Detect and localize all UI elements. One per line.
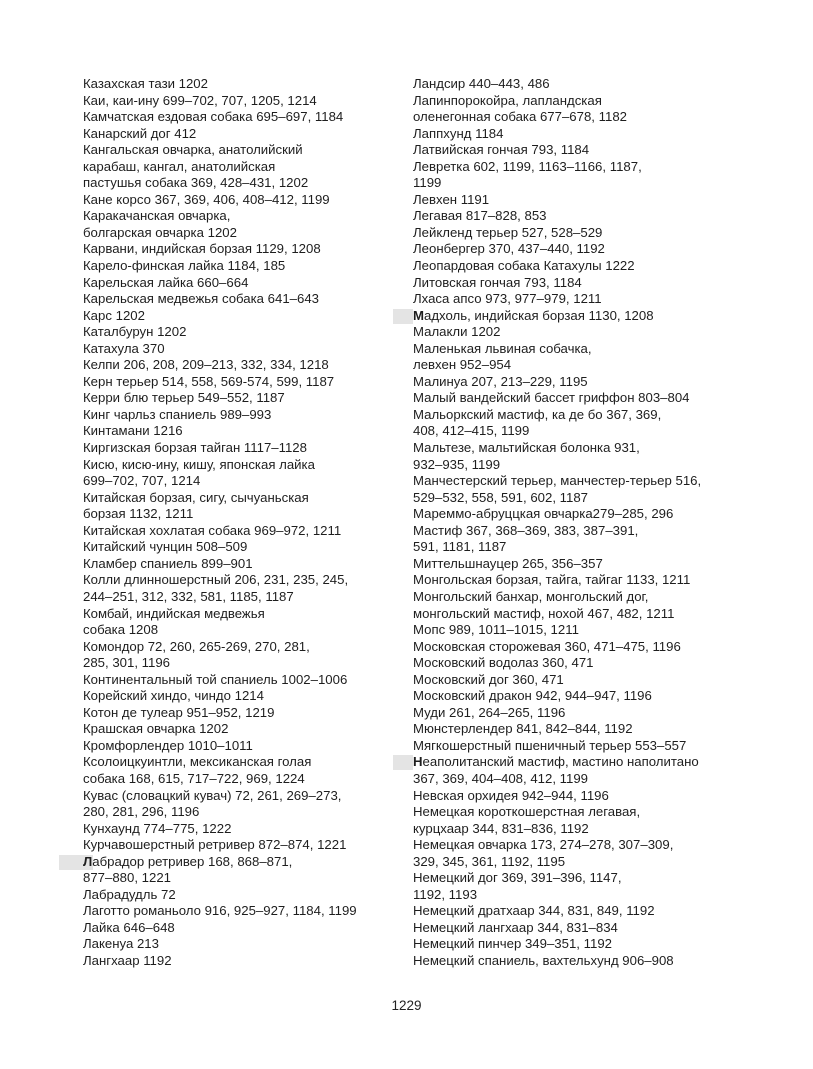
index-entry-letter-marker: Мадхоль, индийская борзая 1130, 1208 [413, 308, 723, 325]
index-entry [413, 523, 723, 556]
index-line: 408, 412–415, 1199 [413, 423, 530, 439]
index-entry: Монгольская борзая, тайга, тайгаг 1133, 1211 [413, 572, 691, 588]
index-line: Кангальская овчарка, анатолийский [83, 142, 303, 158]
index-entry: Левхен 1191 [413, 191, 490, 207]
index-entry-letter-marker [83, 854, 393, 887]
index-entry: Канарский дог 412 [83, 125, 197, 141]
index-entry [83, 788, 393, 821]
index-line: Лабрадор ретривер 168, 868–871, [83, 853, 293, 869]
index-entry: Карельская медвежья собака 641–643 [83, 291, 320, 307]
index-entry-letter-marker [413, 754, 723, 787]
index-entry: Лаппхунд 1184 [413, 125, 504, 141]
index-entry [413, 159, 723, 192]
index-line: Немецкий дог 369, 391–396, 1147, [413, 870, 622, 886]
index-line: карабаш, кангал, анатолийская [83, 158, 276, 174]
index-entry: Малинуа 207, 213–229, 1195 [413, 373, 588, 389]
index-line: 591, 1181, 1187 [413, 539, 507, 555]
index-entry [83, 639, 393, 672]
index-entry: Московский дог 360, 471 [413, 671, 564, 687]
index-entry: Каталбурун 1202 [83, 324, 187, 340]
index-entry: Кламбер спаниель 899–901 [83, 555, 253, 571]
index-entry: Кане корсо 367, 369, 406, 408–412, 1199 [83, 191, 330, 207]
index-entry [83, 208, 393, 241]
index-line: Мастиф 367, 368–369, 383, 387–391, [413, 522, 639, 538]
index-line: курцхаар 344, 831–836, 1192 [413, 820, 589, 836]
index-entry: Немецкий лангхаар 344, 831–834 [413, 919, 618, 935]
index-entry: Керн терьер 514, 558, 569-574, 599, 1187 [83, 373, 335, 389]
index-line: 1199 [413, 175, 442, 191]
index-line: Каракачанская овчарка, [83, 208, 231, 224]
index-entry [413, 589, 723, 622]
index-entry: Лейкленд терьер 527, 528–529 [413, 224, 603, 240]
index-line: Кувас (словацкий кувач) 72, 261, 269–273, [83, 787, 342, 803]
index-entry: Киргизская борзая тайган 1117–1128 [83, 440, 307, 456]
index-entry [83, 572, 393, 605]
index-entry: Кинтамани 1216 [83, 423, 183, 439]
index-line: Лапинпорокойра, лапландская [413, 92, 602, 108]
index-entry [413, 473, 723, 506]
index-entry: Китайский чунцин 508–509 [83, 539, 248, 555]
index-entry: Малый вандейский бассет гриффон 803–804 [413, 390, 690, 406]
index-entry: Мареммо-абруццкая овчарка279–285, 296 [413, 506, 674, 522]
index-line: Левретка 602, 1199, 1163–1166, 1187, [413, 158, 642, 174]
index-line: собака 1208 [83, 622, 159, 638]
index-entry: Лхаса апсо 973, 977–979, 1211 [413, 291, 602, 307]
index-entry [413, 341, 723, 374]
index-entry [83, 754, 393, 787]
index-entry: Московская сторожевая 360, 471–475, 1196 [413, 638, 681, 654]
index-line: монгольский мастиф, нохой 467, 482, 1211 [413, 605, 675, 621]
index-line: Комондор 72, 260, 265-269, 270, 281, [83, 638, 310, 654]
index-line: Немецкая овчарка 173, 274–278, 307–309, [413, 837, 674, 853]
index-entry: Леопардовая собака Катахулы 1222 [413, 258, 635, 274]
index-entry: Континентальный той спаниель 1002–1006 [83, 671, 348, 687]
index-line: оленегонная собака 677–678, 1182 [413, 109, 627, 125]
index-line: 932–935, 1199 [413, 456, 501, 472]
index-entry: Китайская хохлатая собака 969–972, 1211 [83, 522, 342, 538]
index-column-left [83, 76, 393, 970]
index-line: Мальтезе, мальтийская болонка 931, [413, 440, 640, 456]
index-line: Китайская борзая, сигу, сычуаньская [83, 489, 309, 505]
index-entry: Крашская овчарка 1202 [83, 721, 229, 737]
index-entry: Малакли 1202 [413, 324, 501, 340]
index-entry: Лаготто романьоло 916, 925–927, 1184, 1199 [83, 903, 357, 919]
index-entry [413, 440, 723, 473]
index-entry [83, 490, 393, 523]
index-entry: Лакенуа 213 [83, 936, 159, 952]
index-entry: Миттельшнауцер 265, 356–357 [413, 555, 603, 571]
index-entry: Камчатская ездовая собака 695–697, 1184 [83, 109, 344, 125]
page-number: 1229 [391, 998, 422, 1013]
index-entry: Московский водолаз 360, 471 [413, 655, 594, 671]
index-entry: Немецкий пинчер 349–351, 1192 [413, 936, 612, 952]
section-letter: Л [83, 853, 93, 869]
index-entry: Мюнстерлендер 841, 842–844, 1192 [413, 721, 633, 737]
index-line: Кисю, кисю-ину, кишу, японская лайка [83, 456, 315, 472]
index-line: Немецкая короткошерстная легавая, [413, 804, 641, 820]
index-line: Ксолоицкуинтли, мексиканская голая [83, 754, 312, 770]
index-line: Манчестерский терьер, манчестер-терьер 516, [413, 473, 702, 489]
index-entry: Келпи 206, 208, 209–213, 332, 334, 1218 [83, 357, 329, 373]
index-line: 329, 345, 361, 1192, 1195 [413, 853, 566, 869]
index-line: Комбай, индийская медвежья [83, 605, 265, 621]
index-entry: Корейский хиндо, чиндо 1214 [83, 688, 264, 704]
index-entry: Легавая 817–828, 853 [413, 208, 547, 224]
index-line: 280, 281, 296, 1196 [83, 804, 200, 820]
index-entry: Кунхаунд 774–775, 1222 [83, 820, 232, 836]
index-line: 699–702, 707, 1214 [83, 473, 201, 489]
index-entry [413, 837, 723, 870]
index-entry: Литовская гончая 793, 1184 [413, 274, 582, 290]
index-entry: Муди 261, 264–265, 1196 [413, 704, 566, 720]
index-line: 877–880, 1221 [83, 870, 172, 886]
index-line: Колли длинношерстный 206, 231, 235, 245, [83, 572, 349, 588]
index-entry: Немецкий дратхаар 344, 831, 849, 1192 [413, 903, 655, 919]
index-entry: Лабрадудль 72 [83, 886, 176, 902]
index-line: собака 168, 615, 717–722, 969, 1224 [83, 770, 305, 786]
index-line: борзая 1132, 1211 [83, 506, 194, 522]
index-line: Неаполитанский мастиф, мастино наполитано [413, 754, 699, 770]
index-entry: Лайка 646–648 [83, 919, 175, 935]
index-line: 285, 301, 1196 [83, 655, 171, 671]
index-entry: Лангхаар 1192 [83, 952, 172, 968]
index-line: болгарская овчарка 1202 [83, 224, 237, 240]
index-line: 1192, 1193 [413, 886, 478, 902]
index-entry: Мопс 989, 1011–1015, 1211 [413, 622, 579, 638]
index-entry: Карело-финская лайка 1184, 185 [83, 258, 286, 274]
index-entry: Московский дракон 942, 944–947, 1196 [413, 688, 652, 704]
index-entry: Карс 1202 [83, 307, 145, 323]
index-entry [83, 606, 393, 639]
index-line: Маленькая львиная собачка, [413, 340, 592, 356]
index-entry: Мягкошерстный пшеничный терьер 553–557 [413, 737, 687, 753]
index-entry: Карвани, индийская борзая 1129, 1208 [83, 241, 321, 257]
index-entry [413, 870, 723, 903]
index-entry [83, 457, 393, 490]
index-entry: Казахская тази 1202 [83, 76, 208, 91]
index-entry: Курчавошерстный ретривер 872–874, 1221 [83, 837, 347, 853]
index-line: 367, 369, 404–408, 412, 1199 [413, 770, 589, 786]
index-line: 529–532, 558, 591, 602, 1187 [413, 489, 589, 505]
section-letter: Н [413, 754, 423, 770]
index-entry: Немецкий спаниель, вахтельхунд 906–908 [413, 952, 674, 968]
index-entry: Керри блю терьер 549–552, 1187 [83, 390, 285, 406]
index-entry: Карельская лайка 660–664 [83, 274, 249, 290]
index-entry: Кромфорлендер 1010–1011 [83, 737, 253, 753]
index-entry [413, 407, 723, 440]
section-letter: М [413, 307, 424, 323]
index-line: левхен 952–954 [413, 357, 512, 373]
index-line: Мальоркский мастиф, ка де бо 367, 369, [413, 406, 662, 422]
index-entry: Невская орхидея 942–944, 1196 [413, 787, 609, 803]
index-entry: Ландсир 440–443, 486 [413, 76, 550, 91]
index-entry [413, 93, 723, 126]
index-entry: Леонбергер 370, 437–440, 1192 [413, 241, 605, 257]
index-entry [413, 804, 723, 837]
index-entry: Каи, каи-ину 699–702, 707, 1205, 1214 [83, 92, 317, 108]
index-column-right [413, 76, 723, 970]
index-entry [83, 142, 393, 192]
index-line: пастушья собака 369, 428–431, 1202 [83, 175, 309, 191]
index-line: Монгольский банхар, монгольский дог, [413, 588, 649, 604]
index-entry: Катахула 370 [83, 340, 165, 356]
index-entry: Кинг чарльз спаниель 989–993 [83, 406, 272, 422]
index-entry: Котон де тулеар 951–952, 1219 [83, 704, 275, 720]
index-line: 244–251, 312, 332, 581, 1185, 1187 [83, 588, 294, 604]
index-entry: Латвийская гончая 793, 1184 [413, 142, 590, 158]
